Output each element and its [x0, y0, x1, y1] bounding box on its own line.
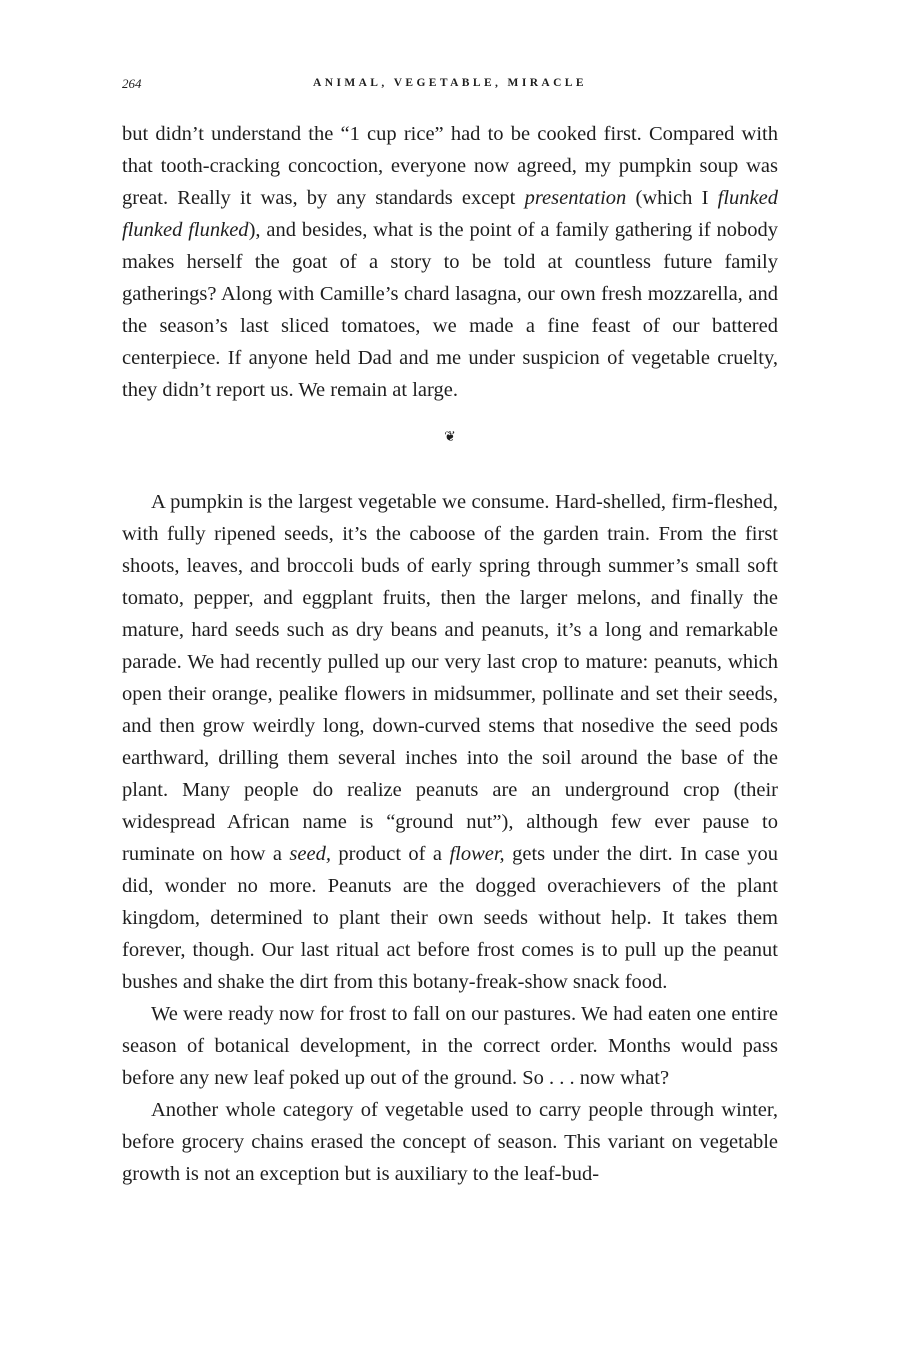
- text-run: Another whole category of vegetable used to carry people through winter, before grocery chains erased the concept of season. This variant on vegetable growth is not an exception but is auxiliary to the leaf-bud-: [122, 1099, 778, 1185]
- italic-run: flunked flunked flunked: [122, 187, 778, 241]
- paragraph-3: [122, 998, 778, 1094]
- running-head: ANIMAL, VEGETABLE, MIRACLE: [313, 77, 587, 89]
- paragraph-1: [122, 118, 778, 406]
- italic-run: presentation: [524, 187, 627, 209]
- page-header: [122, 76, 778, 96]
- section-break-ornament: ❦: [444, 430, 456, 445]
- paragraph-2: [122, 486, 778, 998]
- italic-run: flower,: [449, 843, 505, 865]
- body-text: [122, 118, 778, 1190]
- text-run: (which I: [626, 187, 718, 209]
- text-run: A pumpkin is the largest vegetable we consume. Hard-shelled, firm-fleshed, with fully ripened seeds, it’s the caboose of the garden train. From the first shoots, leaves, and broccoli buds of early spring through summer’s small soft tomato, pepper, and eggplant fruits, then the larger melons, and finally the mature, hard seeds such as dry beans and peanuts, it’s a long and remarkable parade. We had recently pulled up our very last crop to mature: peanuts, which open their orange, pealike flowers in midsummer, pollinate and set their seeds, and then grow weirdly long, down-curved stems that nosedive the seed pods earthward, drilling them several inches into the soil around the base of the plant. Many people do realize peanuts are an underground crop (their widespread African name is “ground nut”), although few ever pause to ruminate on how a: [122, 491, 778, 865]
- italic-run: seed,: [289, 843, 331, 865]
- text-run: gets under the dirt. In case you did, wonder no more. Peanuts are the dogged overachievers of the plant kingdom, determined to plant their own seeds without help. It takes them forever, though. Our last ritual act before frost comes is to pull up the peanut bushes and shake the dirt from this botany-freak-show snack food.: [122, 843, 779, 993]
- text-run: We were ready now for frost to fall on our pastures. We had eaten one entire season of botanical development, in the correct order. Months would pass before any new leaf poked up out of the ground. So . . . now what?: [122, 1003, 778, 1089]
- text-run: but didn’t understand the “1 cup rice” had to be cooked first. Compared with that tooth-cracking concoction, everyone now agreed, my pumpkin soup was great. Really it was, by any standards except: [122, 123, 778, 209]
- text-run: product of a: [330, 843, 450, 865]
- paragraph-4: [122, 1094, 778, 1190]
- page-number: 264: [122, 76, 142, 91]
- text-run: ), and besides, what is the point of a family gathering if nobody makes herself the goat of a story to be told at countless future family gatherings? Along with Camille’s chard lasagna, our own fresh mozzarella, and the season’s last sliced tomatoes, we made a fine feast of our battered centerpiece. If anyone held Dad and me under suspicion of vegetable cruelty, they didn’t report us. We remain at large.: [122, 219, 778, 401]
